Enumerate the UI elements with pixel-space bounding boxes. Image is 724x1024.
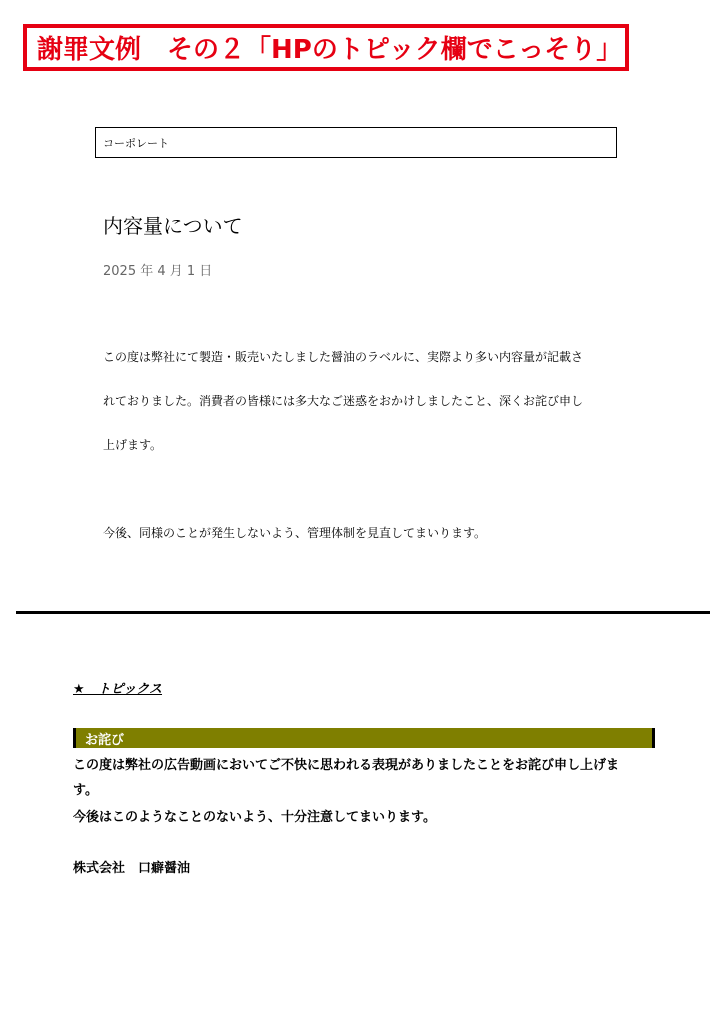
category-tag-label: コーポレート [103,136,169,150]
company-signature: 株式会社 口癖醤油 [73,861,191,876]
title-banner [23,24,629,71]
category-tag-box[interactable] [95,127,617,158]
apology-section-bar [73,728,655,748]
title-text: 謝罪文例 その２「HPのトピック欄でこっそり」 [37,35,623,65]
article-headline: 内容量について [103,214,243,238]
article-paragraph-line: れておりました。消費者の皆様には多大なご迷惑をおかけしましたこと、深くお詫び申し [103,394,584,408]
apology-section-label: お詫び [85,732,125,748]
article-date: 2025 年 4 月 1 日 [103,264,213,279]
topic-text-line: この度は弊社の広告動画においてご不快に思われる表現がありましたことをお詫び申し上げま [73,758,620,773]
article-closing-line: 今後、同様のことが発生しないよう、管理体制を見直してまいります。 [103,526,487,540]
topic-text-line: す。 [73,783,98,798]
section-divider [16,611,710,614]
article-paragraph-line: 上げます。 [103,438,163,452]
topics-heading[interactable]: ★ トピックス [73,682,163,697]
topic-text-line: 今後はこのようなことのないよう、十分注意してまいります。 [73,810,436,825]
article-paragraph-line: この度は弊社にて製造・販売いたしました醤油のラベルに、実際より多い内容量が記載さ [103,350,584,364]
